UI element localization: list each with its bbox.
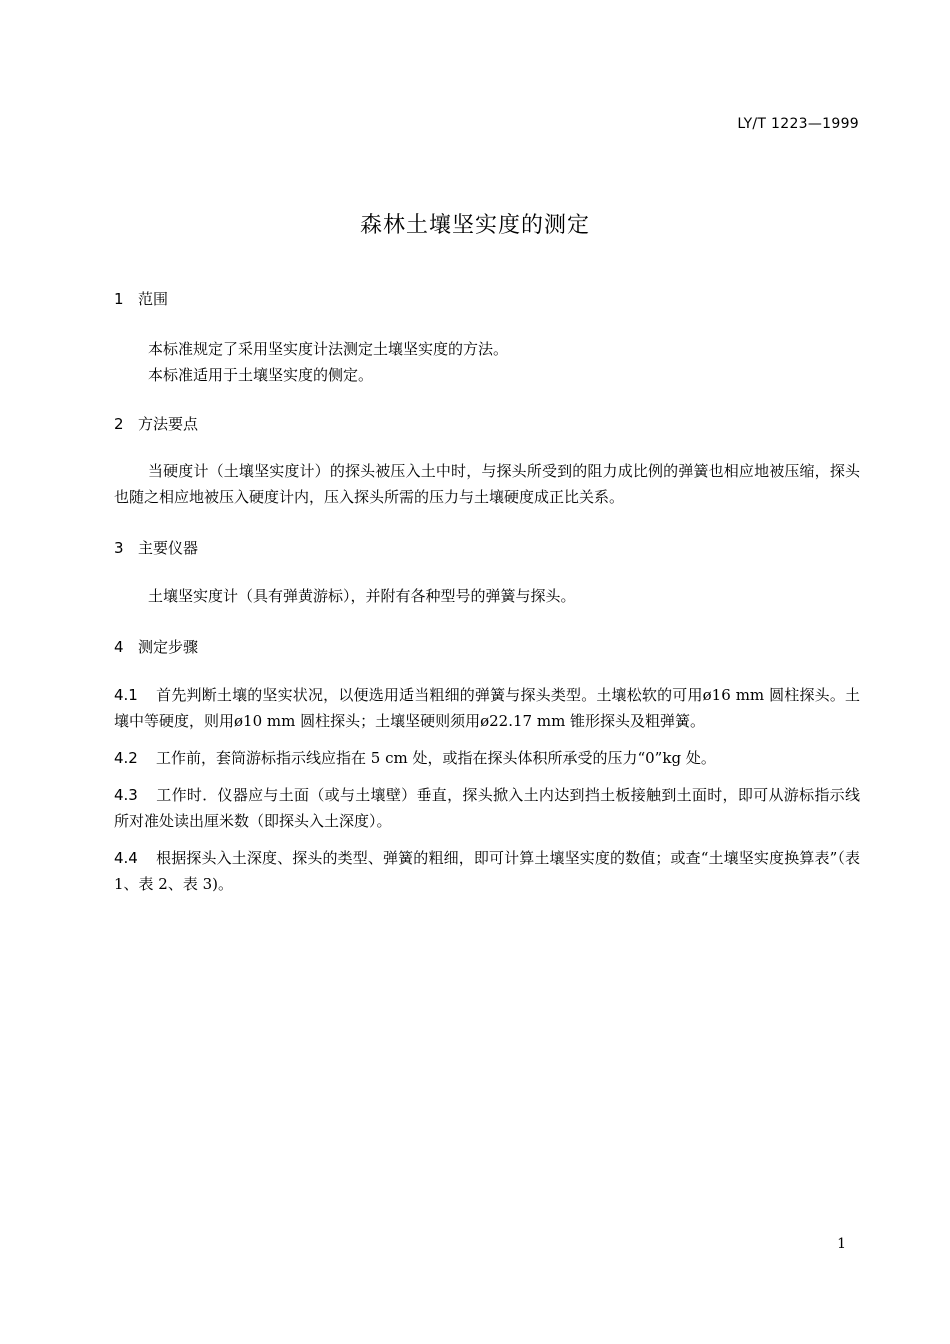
section-number: 2 [114,415,124,433]
subsection-text: 根据探头入土深度、探头的类型、弹簧的粗细，即可计算土壤坚实度的数值；或查“土壤坚实度换算表”（表 1、表 2、表 3)。 [114,849,860,893]
page-number: 1 [837,1236,846,1252]
paragraph-line: 本标准适用于土壤坚实度的侧定。 [148,366,374,384]
section-title: 方法要点 [138,415,199,433]
section-number: 3 [114,539,124,557]
section-number: 1 [114,290,124,308]
subsection-number: 4.4 [114,849,138,867]
section-heading-3 [114,537,198,558]
subsection-text: 工作时．仪器应与土面（或与土壤壁）垂直，探头掀入土内达到挡土板接触到土面时，即可从游标指示线所对准处读出厘米数（即探头入土深度）。 [114,786,860,830]
subsection-number: 4.3 [114,786,138,804]
paragraph-line: 本标准规定了采用坚实度计法测定土壤坚实度的方法。 [148,340,509,358]
document-title: 森林土壤坚实度的测定 [359,213,590,238]
subsection-4-2 [114,745,860,771]
subsection-number: 4.2 [114,749,138,767]
section-title: 主要仪器 [138,539,199,557]
section-heading-1 [114,288,168,309]
subsection-text: 首先判断土壤的坚实状况，以便选用适当粗细的弹簧与探头类型。土壤松软的可用ø16 mm 圆柱探头。土壤中等硬度，则用ø10 mm 圆柱探头；土壤坚硬则须用ø22.17 mm 锥形探头及粗弹簧。 [114,686,860,730]
standard-number: LY/T 1223—1999 [737,116,859,132]
section-2-body: 当硬度计（土壤坚实度计）的探头被压入土中时，与探头所受到的阻力成比例的弹簧也相应地被压缩，探头也随之相应地被压入硬度计内，压入探头所需的压力与土壤硬度成正比关系。 [114,462,860,506]
subsection-4-1 [114,682,860,734]
subsection-4-4 [114,845,860,897]
subsection-number: 4.1 [114,686,138,704]
section-title: 范围 [138,290,169,308]
subsection-text: 工作前，套筒游标指示线应指在 5 cm 处，或指在探头体积所承受的压力“0”kg 处。 [156,749,716,767]
subsection-4-3 [114,782,860,834]
section-title: 测定步骤 [138,638,199,656]
section-heading-4 [114,636,198,657]
section-1-body [114,336,860,388]
section-3-body: 土壤坚实度计（具有弹黄游标），并附有各种型号的弹簧与探头。 [148,587,576,605]
section-number: 4 [114,638,124,656]
section-heading-2 [114,413,198,434]
